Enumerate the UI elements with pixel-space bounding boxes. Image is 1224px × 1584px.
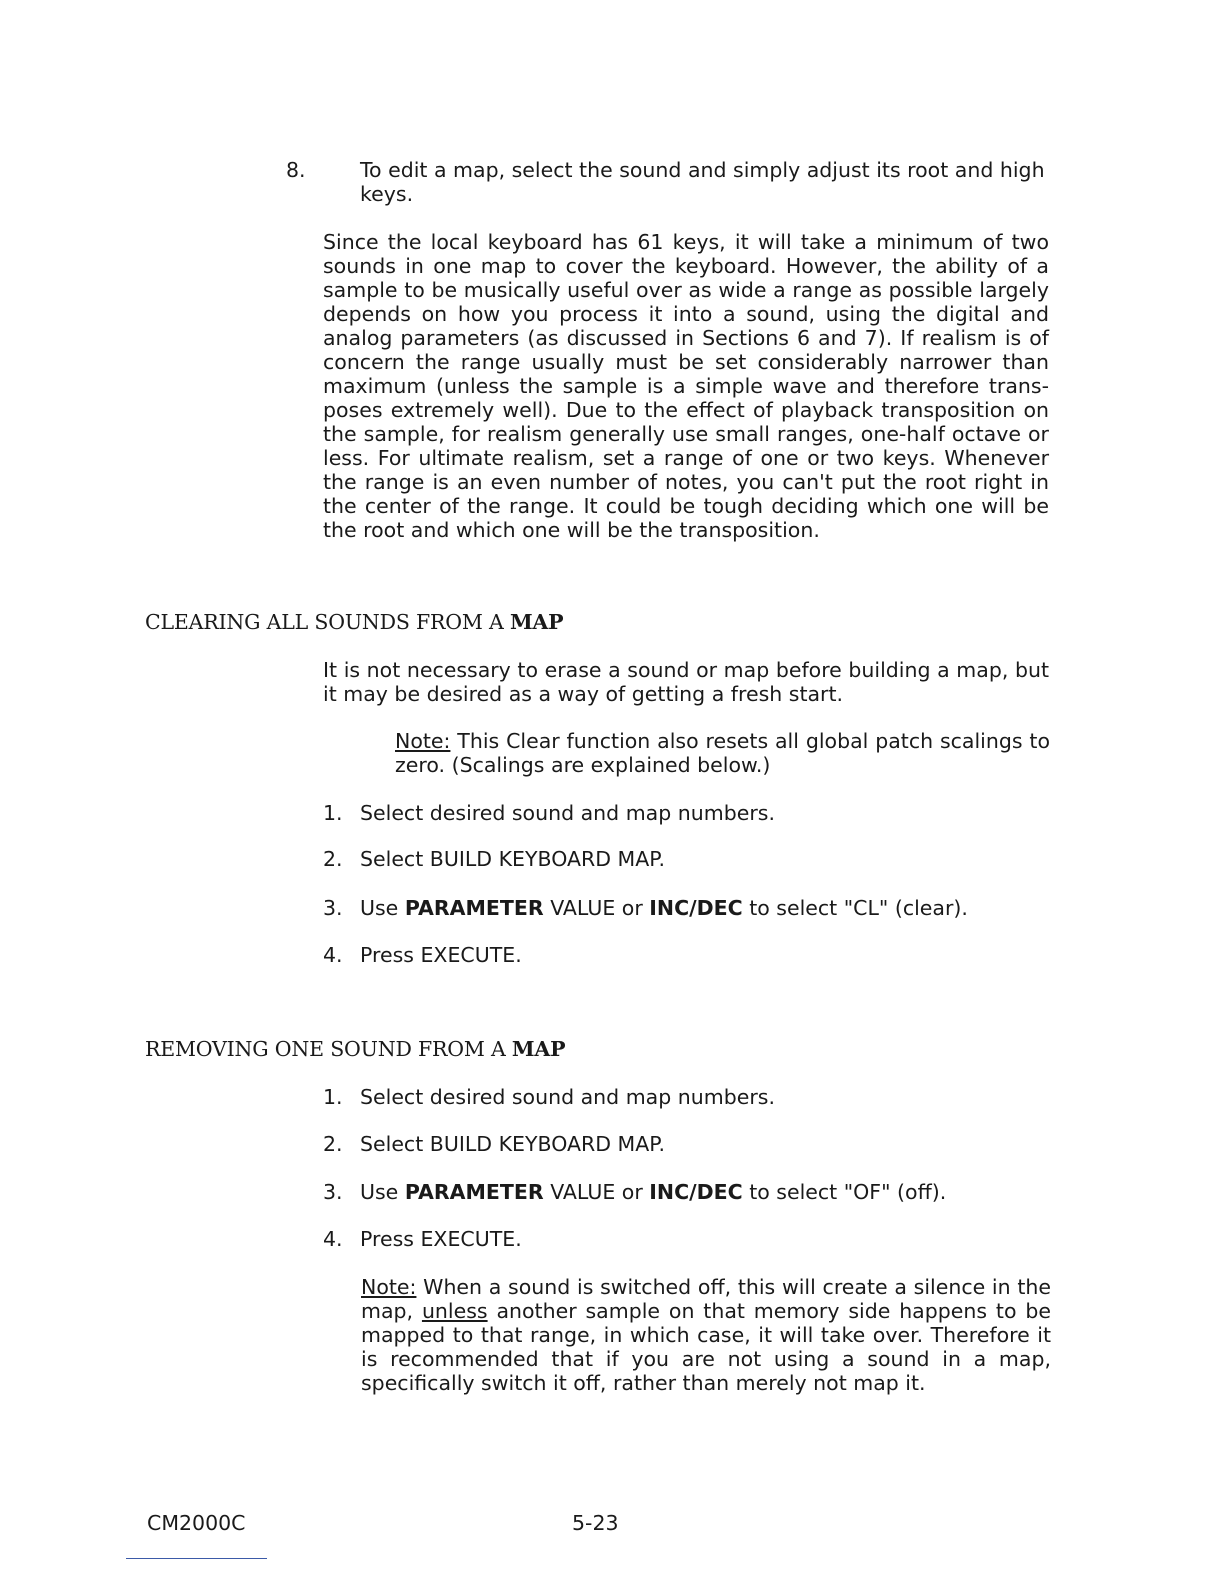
note (395, 729, 1050, 777)
step-bold-text: INC/DEC (649, 1180, 743, 1204)
step-bold-text: INC/DEC (649, 896, 743, 920)
page-number: 5-23 (572, 1511, 619, 1535)
step-text: to select "OF" (off). (742, 1180, 947, 1204)
note (361, 1275, 1051, 1395)
note-text: another sample on that memory side happens to be mapped to that range, in which case, it will take over. Therefore it is recommended that if you are not using a sound in a map, specifically switch it off, rather than merely not map it. (361, 1299, 1051, 1395)
list-number: 8. (286, 158, 306, 182)
section-heading (145, 610, 563, 634)
step-text: Press EXECUTE. (360, 943, 522, 967)
step-item (323, 1227, 1049, 1251)
step-number: 4. (323, 1227, 343, 1251)
heading-text: CLEARING ALL SOUNDS FROM A (145, 610, 510, 634)
section-intro: It is not necessary to erase a sound or map before building a map, but it may be desired as a way of getting a fresh start. (323, 658, 1049, 706)
note-emphasis: unless (421, 1299, 488, 1323)
body-paragraph: Since the local keyboard has 61 keys, it will take a minimum of two sounds in one map to cover the keyboard. However, the ability of a sample to be musically useful over as wide a range as possible largely depends on how you process it into a sound, using the digital and analog parameters (as discussed in Sections 6 and 7). If realism is of concern the range usually must be set considerably narrower than maximum (unless the sample is a simple wave and therefore trans-poses extremely well). Due to the effect of playback transposition on the sample, for realism generally use small ranges, one-half octave or less. For ultimate realism, set a range of one or two keys. Whenever the range is an even number of notes, you can't put the root right in the center of the range. It could be tough deciding which one will be the root and which one will be the transposition. (323, 230, 1049, 542)
note-label: Note: (395, 729, 451, 753)
step-number: 4. (323, 943, 343, 967)
list-item (286, 158, 1086, 206)
step-text: Select desired sound and map numbers. (360, 801, 775, 825)
step-number: 2. (323, 847, 343, 871)
step-text: to select "CL" (clear). (742, 896, 968, 920)
step-text: Use (360, 1180, 405, 1204)
list-text: To edit a map, select the sound and simply adjust its root and high keys. (360, 158, 1045, 206)
note-text: This Clear function also resets all global patch scalings to zero. (Scalings are explained below.) (395, 729, 1050, 777)
footer-rule (126, 1558, 267, 1559)
note-text: When a sound is switched off, this will create a silence in the map, (361, 1275, 1051, 1323)
step-item (323, 1180, 1049, 1204)
heading-bold-text: MAP (509, 610, 564, 634)
note-label: Note: (361, 1275, 417, 1299)
step-text: Select BUILD KEYBOARD MAP. (360, 1132, 665, 1156)
footer-doc-code: CM2000C (147, 1511, 246, 1535)
step-item (323, 1132, 1049, 1156)
section-heading (145, 1037, 565, 1061)
step-text: VALUE or (543, 1180, 650, 1204)
step-item (323, 801, 1049, 825)
step-text: Use (360, 896, 405, 920)
step-bold-text: PARAMETER (404, 1180, 544, 1204)
step-item (323, 847, 1049, 871)
step-text: Select BUILD KEYBOARD MAP. (360, 847, 665, 871)
step-text: VALUE or (543, 896, 650, 920)
step-item (323, 1085, 1049, 1109)
step-bold-text: PARAMETER (404, 896, 544, 920)
step-number: 1. (323, 801, 343, 825)
step-item (323, 943, 1049, 967)
heading-bold-text: MAP (511, 1037, 566, 1061)
step-text: Select desired sound and map numbers. (360, 1085, 775, 1109)
step-item (323, 896, 1049, 920)
step-number: 2. (323, 1132, 343, 1156)
step-number: 3. (323, 1180, 343, 1204)
step-number: 1. (323, 1085, 343, 1109)
heading-text: REMOVING ONE SOUND FROM A (145, 1037, 512, 1061)
step-text: Press EXECUTE. (360, 1227, 522, 1251)
step-number: 3. (323, 896, 343, 920)
